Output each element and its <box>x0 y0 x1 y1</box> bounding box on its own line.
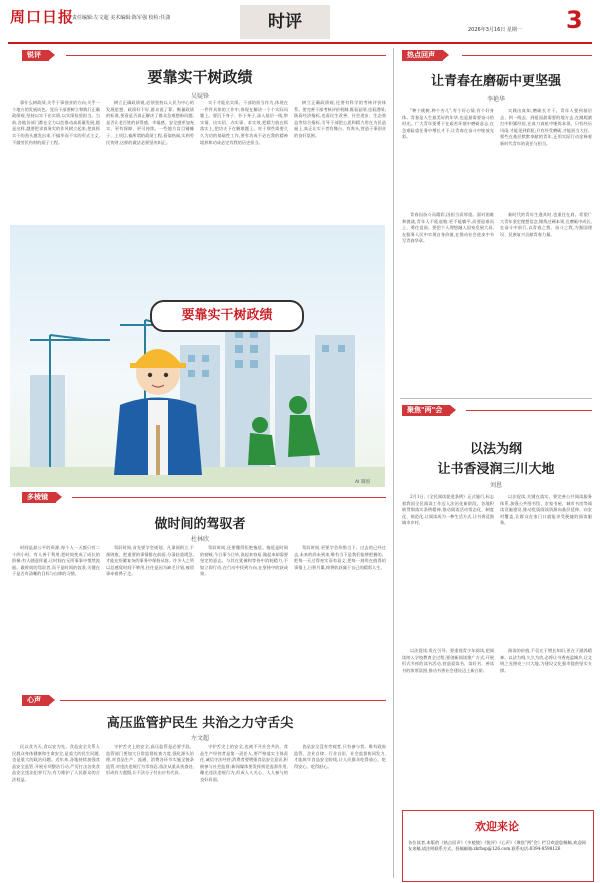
section-separator <box>400 398 592 399</box>
article-column: 阅读的价值,不仅在于增长知识,更在于涵养精神。以法为纲,久久为功,必将让书香充盈城乡,让文明之光照亮三川大地,为建设文化强市提供坚实支撑。 <box>500 648 592 673</box>
article-title-2: 做时间的驾驭者 <box>154 517 246 532</box>
article-title-5b: 让书香浸润三川大地 <box>437 462 555 477</box>
article-byline-4: 李艳华 <box>486 96 505 103</box>
section-rule <box>462 55 592 56</box>
article-column: 树立正确政绩观,必须坚持以人民为中心的发展思想。政绩好不好,群众说了算。衡量政绩的标准,要看是否真正解决了群众急难愁盼问题,是否让老百姓的获得感、幸福感、安全感更加充实、更有保障、更可持续。一些地方盲目铺摊子、上项目,搞所谓的政绩工程,看似热闹,实则劳民伤财,这样的做法必须坚决纠正。 <box>106 100 194 145</box>
construction-illustration <box>10 225 385 487</box>
article-column: 树立正确政绩观,还要有科学的考核评价体系。要完善干部考核评价机制,既看显绩,也看潜绩;既看经济指标,也看民生改善、社会进步、生态效益等综合指标,引导干部把心思和精力用在为民造福上,真正让实干者有舞台、有奔头,营造干事创业的良好氛围。 <box>294 100 386 138</box>
article-title-3: 高压监管护民生 共治之力守舌尖 <box>106 716 294 731</box>
page-number: 3 <box>566 6 583 34</box>
article-column: 驾驭时间,首先要学会规划。凡事预则立,不预则废。把重要的事情排在前面,分清轻重缓急,才能在纷繁复杂的事务中保持从容。许多人之所以总感觉时间不够用,往往是因为缺乏计划,被琐事牵着鼻子走。 <box>106 545 194 577</box>
article-column: 实践出真知,磨砺长才干。青年人要到基层去、到一线去、到祖国最需要的地方去,在摸爬滚打中积累经验,在真刀真枪中锤炼本领。只有经历风雨,才能见到彩虹;只有经受磨砺,才能担当大任。那些在基层默默奉献的青年,正用实际行动诠释着新时代青年的责任与担当。 <box>500 108 592 146</box>
welcome-text: 各位读者,本版的《热点回声》《多棱镜》《锐评》《心声》《聚焦"两"会》栏目欢迎您赐稿,欢迎网友来稿,请注明联系方式。投稿邮箱:zkrbsp@126.com 联系电话:0394-8598126 <box>408 840 586 851</box>
article-byline-1: 吴疑锋 <box>190 93 209 100</box>
welcome-title: 欢迎来论 <box>475 820 519 833</box>
article-column: 食品安全没有旁观者,只有参与者。唯有政府监管、企业自律、行业自治、社会监督协同发力,才能筑牢食品安全防线,让人民群众吃得放心、吃得安心、吃得舒心。 <box>294 744 386 769</box>
image-credit: AI 制图 <box>355 480 370 485</box>
article-column: 新时代的青年生逢其时,也重任在肩。希望广大青年坚定理想信念,锤炼过硬本领,在磨砺中成长,在奋斗中前行,以青春之我、奋斗之我,为强国建设、民族复兴贡献青春力量。 <box>500 212 592 237</box>
article-column: 青春因奋斗而精彩,因担当而厚重。面对困难和挑战,青年人不能退缩,更不能躺平,而要迎难而上、勇往直前。要把个人理想融入国家发展大局,在服务人民中实现自身价值,在推动社会进步中书写青春华章。 <box>402 212 494 244</box>
issue-date: 2026年3月16日 星期一 <box>468 27 522 33</box>
editor-credits: 责任编辑:左文超 美术编辑:陈军强 校检:任潇 <box>72 15 171 21</box>
article-column: 守护舌尖上的安全,高压监管是必要手段。监管部门要加大日常监督检查力度,强化源头治理,对食品生产、流通、消费各环节实施全链条监管,对违法违规行为零容忍,依法从重从快查处,形成有力震慑,让不法分子付出应有代价。 <box>106 744 194 776</box>
article-title-4: 让青春在磨砺中更坚强 <box>430 74 561 89</box>
illustration <box>10 225 385 487</box>
article-column: 驾驭时间,更要学会珍惜当下。过去的已经过去,未来的尚未到来,唯有当下是我们能够把握的。把每一天过得充实而有意义,把每一刻用在值得的事情上,日积月累,终将收获属于自己的精彩人生。 <box>294 545 386 570</box>
newspaper-logo: 周口日报 <box>10 8 75 26</box>
section-rule <box>466 410 592 411</box>
column-divider <box>393 48 394 878</box>
article-byline-2: 杜林欣 <box>190 536 209 543</box>
article-column: 守护舌尖上的安全,也离不开社会共治。食品生产经营者是第一责任人,要严格落实主体责任,诚信守法经营;消费者要增强食品安全意识,积极参与社会监督;新闻媒体要发挥舆论监督作用,曝光违法违规行为,形成人人关心、人人参与的良好局面。 <box>200 744 288 782</box>
section-tag-ruiping: 锐评 <box>22 50 49 61</box>
article-column: 靠什么树政绩,关乎干事创业的方向,关乎一个地方的发展成色。党员干部要树立和践行正确政绩观,坚持以实干出实绩,以实绩检验担当。当前,各地各部门都在全力以赴推动高质量发展,越是这样,越要把求真务实的作风树立起来,把真抓实干的劲头激发出来,不搞华而不实的形式主义,不做劳民伤财的面子工程。 <box>12 100 100 145</box>
article-title-5a: 以法为纲 <box>469 442 522 457</box>
section-tab <box>240 5 330 39</box>
article-title-1: 要靠实干树政绩 <box>147 68 253 86</box>
illustration-sign: 要靠实干树政绩 <box>150 300 304 332</box>
masthead <box>0 0 600 44</box>
section-rule <box>60 700 386 701</box>
section-tag-xinwen: 聚焦"两"会 <box>402 405 450 416</box>
article-column: 时间是最公平的资源,每个人一天都只有二十四小时。有人善于利用,把时间变成了成长的阶梯;有人随意挥霍,让时间在无所事事中悄然流逝。做时间的驾驭者,而不是时间的奴隶,关键在于是否有清晰的目标与自律的习惯。 <box>12 545 100 577</box>
article-column: "种个桃树,种个杏儿",有个好心情,有个好身体。青春是人生最美好的年华,也是最需要奋斗的时光。广大青年要勇于在艰苦环境中磨砺意志,在急难险重任务中增长才干,让青春在奋斗中绽放光彩。 <box>402 108 494 140</box>
article-column: 民以食为天,食以安为先。食品安全关系人民群众身体健康和生命安全,是重大的民生问题,也是重大的政治问题。近年来,各地持续加强食品安全监管,开展专项整治行动,严厉打击各类食品安全违法犯罪行为,有力维护了人民群众的合法权益。 <box>12 744 100 782</box>
article-column: 2月1日,《全民阅读促进条例》正式施行,标志着我国全民阅读工作迈入法治化新阶段。各地积极贯彻落实条例精神,推动阅读活动常态化、制度化、规范化,让阅读成为一种生活方式,让书香浸润城市乡村。 <box>402 494 494 526</box>
article-column: 实干才能出实绩。干部的担当作为,体现在一件件具体的工作中,体现在解决一个个实际问题上。要沉下身子、扑下身子,深入基层一线,察实情、出实招、办实事、求实效,把精力放在抓落实上,把功夫下在解难题上。对于那些需要久久为功的基础性工作,要有功成不必在我的精神境界和功成必定有我的历史担当。 <box>200 100 288 145</box>
section-rule <box>72 497 386 498</box>
section-tag-xinsheng: 心声 <box>22 695 49 706</box>
article-column: 以法促读,贵在引导。要重视青少年阅读,把阅读纳入学校教育全过程;要创新阅读推广方式,开展形式多样的读书活动,营造爱读书、读好书、善读书的浓厚氛围,推动书香社会建设迈上新台阶。 <box>402 648 494 673</box>
article-byline-3: 左文超 <box>190 735 209 742</box>
section-title: 时评 <box>268 12 302 32</box>
article-byline-5: 刘恩 <box>489 482 502 489</box>
header-rule <box>8 42 592 44</box>
article-column: 以法促读,关键在落实。要完善公共阅读服务体系,加强公共图书馆、农家书屋、城市书房等阅读设施建设,推动优质阅读资源向基层延伸、向农村覆盖,让群众在家门口就能享受便捷的阅读服务。 <box>500 494 592 526</box>
section-tag-redian: 热点回声 <box>402 50 443 61</box>
article-column: 驾驭时间,还要懂得拒绝拖延。拖延是时间的窃贼,今日事今日毕,说起来容易,做起来却需要坚定的意志。与其在犹豫和等待中消耗精力,不如立即行动,在行动中找到方向,在坚持中收获成果。 <box>200 545 288 577</box>
section-tag-duoyiguan: 多棱镜 <box>22 492 56 503</box>
section-rule <box>66 55 386 56</box>
